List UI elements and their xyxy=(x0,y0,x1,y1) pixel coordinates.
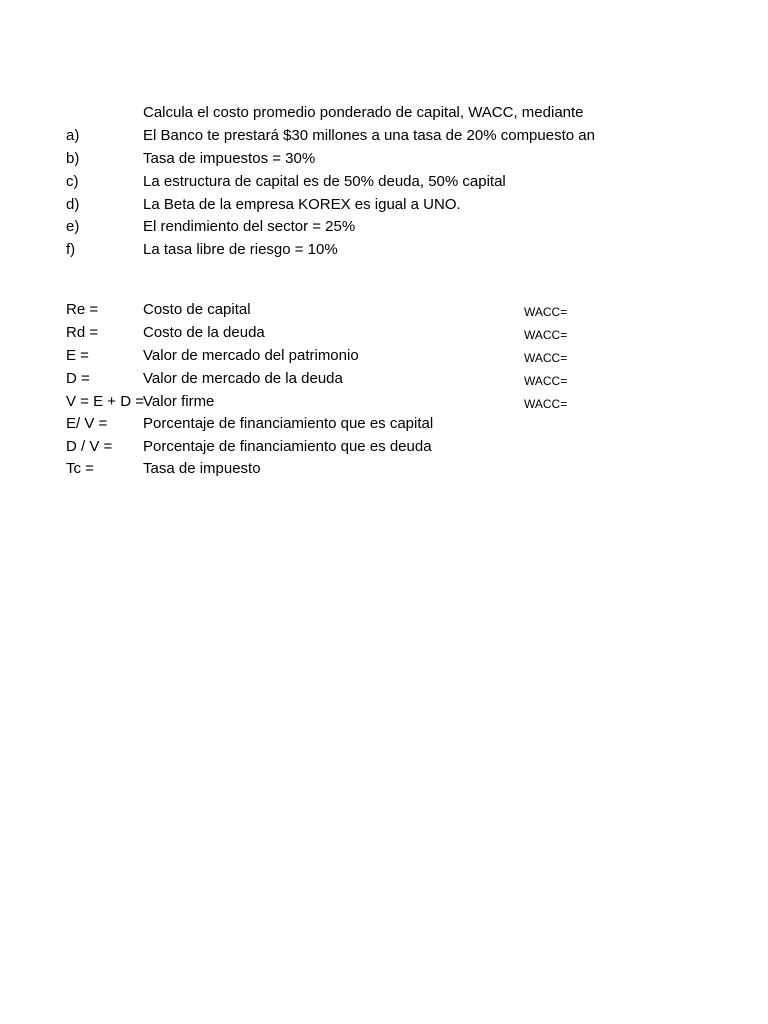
definition-meaning-dv: Porcentaje de financiamiento que es deuda xyxy=(143,438,432,455)
definition-meaning-v: Valor firme xyxy=(143,393,215,410)
item-text-a: El Banco te prestará $30 millones a una tasa de 20% compuesto an xyxy=(143,127,595,144)
definition-meaning-re: Costo de capital xyxy=(143,301,251,318)
item-label-b: b) xyxy=(66,150,80,167)
definition-symbol-tc: Tc = xyxy=(66,460,94,477)
item-label-f: f) xyxy=(66,241,76,258)
definition-symbol-ev: E/ V = xyxy=(66,415,108,432)
item-text-c: La estructura de capital es de 50% deuda, 50% capital xyxy=(143,173,506,190)
wacc-label: WACC= xyxy=(524,351,568,365)
definition-symbol-d: D = xyxy=(66,370,90,387)
definition-symbol-dv: D / V = xyxy=(66,438,113,455)
definition-meaning-e: Valor de mercado del patrimonio xyxy=(143,347,359,364)
definition-symbol-e: E = xyxy=(66,347,89,364)
definition-meaning-d: Valor de mercado de la deuda xyxy=(143,370,343,387)
item-text-b: Tasa de impuestos = 30% xyxy=(143,150,316,167)
wacc-label: WACC= xyxy=(524,328,568,342)
wacc-label: WACC= xyxy=(524,397,568,411)
item-label-a: a) xyxy=(66,127,80,144)
definition-symbol-rd: Rd = xyxy=(66,324,99,341)
item-label-e: e) xyxy=(66,218,80,235)
item-label-d: d) xyxy=(66,196,80,213)
definition-meaning-tc: Tasa de impuesto xyxy=(143,460,261,477)
item-label-c: c) xyxy=(66,173,79,190)
item-text-e: El rendimiento del sector = 25% xyxy=(143,218,356,235)
definition-meaning-ev: Porcentaje de financiamiento que es capital xyxy=(143,415,434,432)
wacc-label: WACC= xyxy=(524,305,568,319)
definition-symbol-v: V = E + D = xyxy=(66,393,144,410)
item-text-d: La Beta de la empresa KOREX es igual a UNO. xyxy=(143,196,461,213)
problem-intro: Calcula el costo promedio ponderado de capital, WACC, mediante xyxy=(143,104,584,121)
item-text-f: La tasa libre de riesgo = 10% xyxy=(143,241,338,258)
definition-meaning-rd: Costo de la deuda xyxy=(143,324,265,341)
definition-symbol-re: Re = xyxy=(66,301,99,318)
wacc-label: WACC= xyxy=(524,374,568,388)
